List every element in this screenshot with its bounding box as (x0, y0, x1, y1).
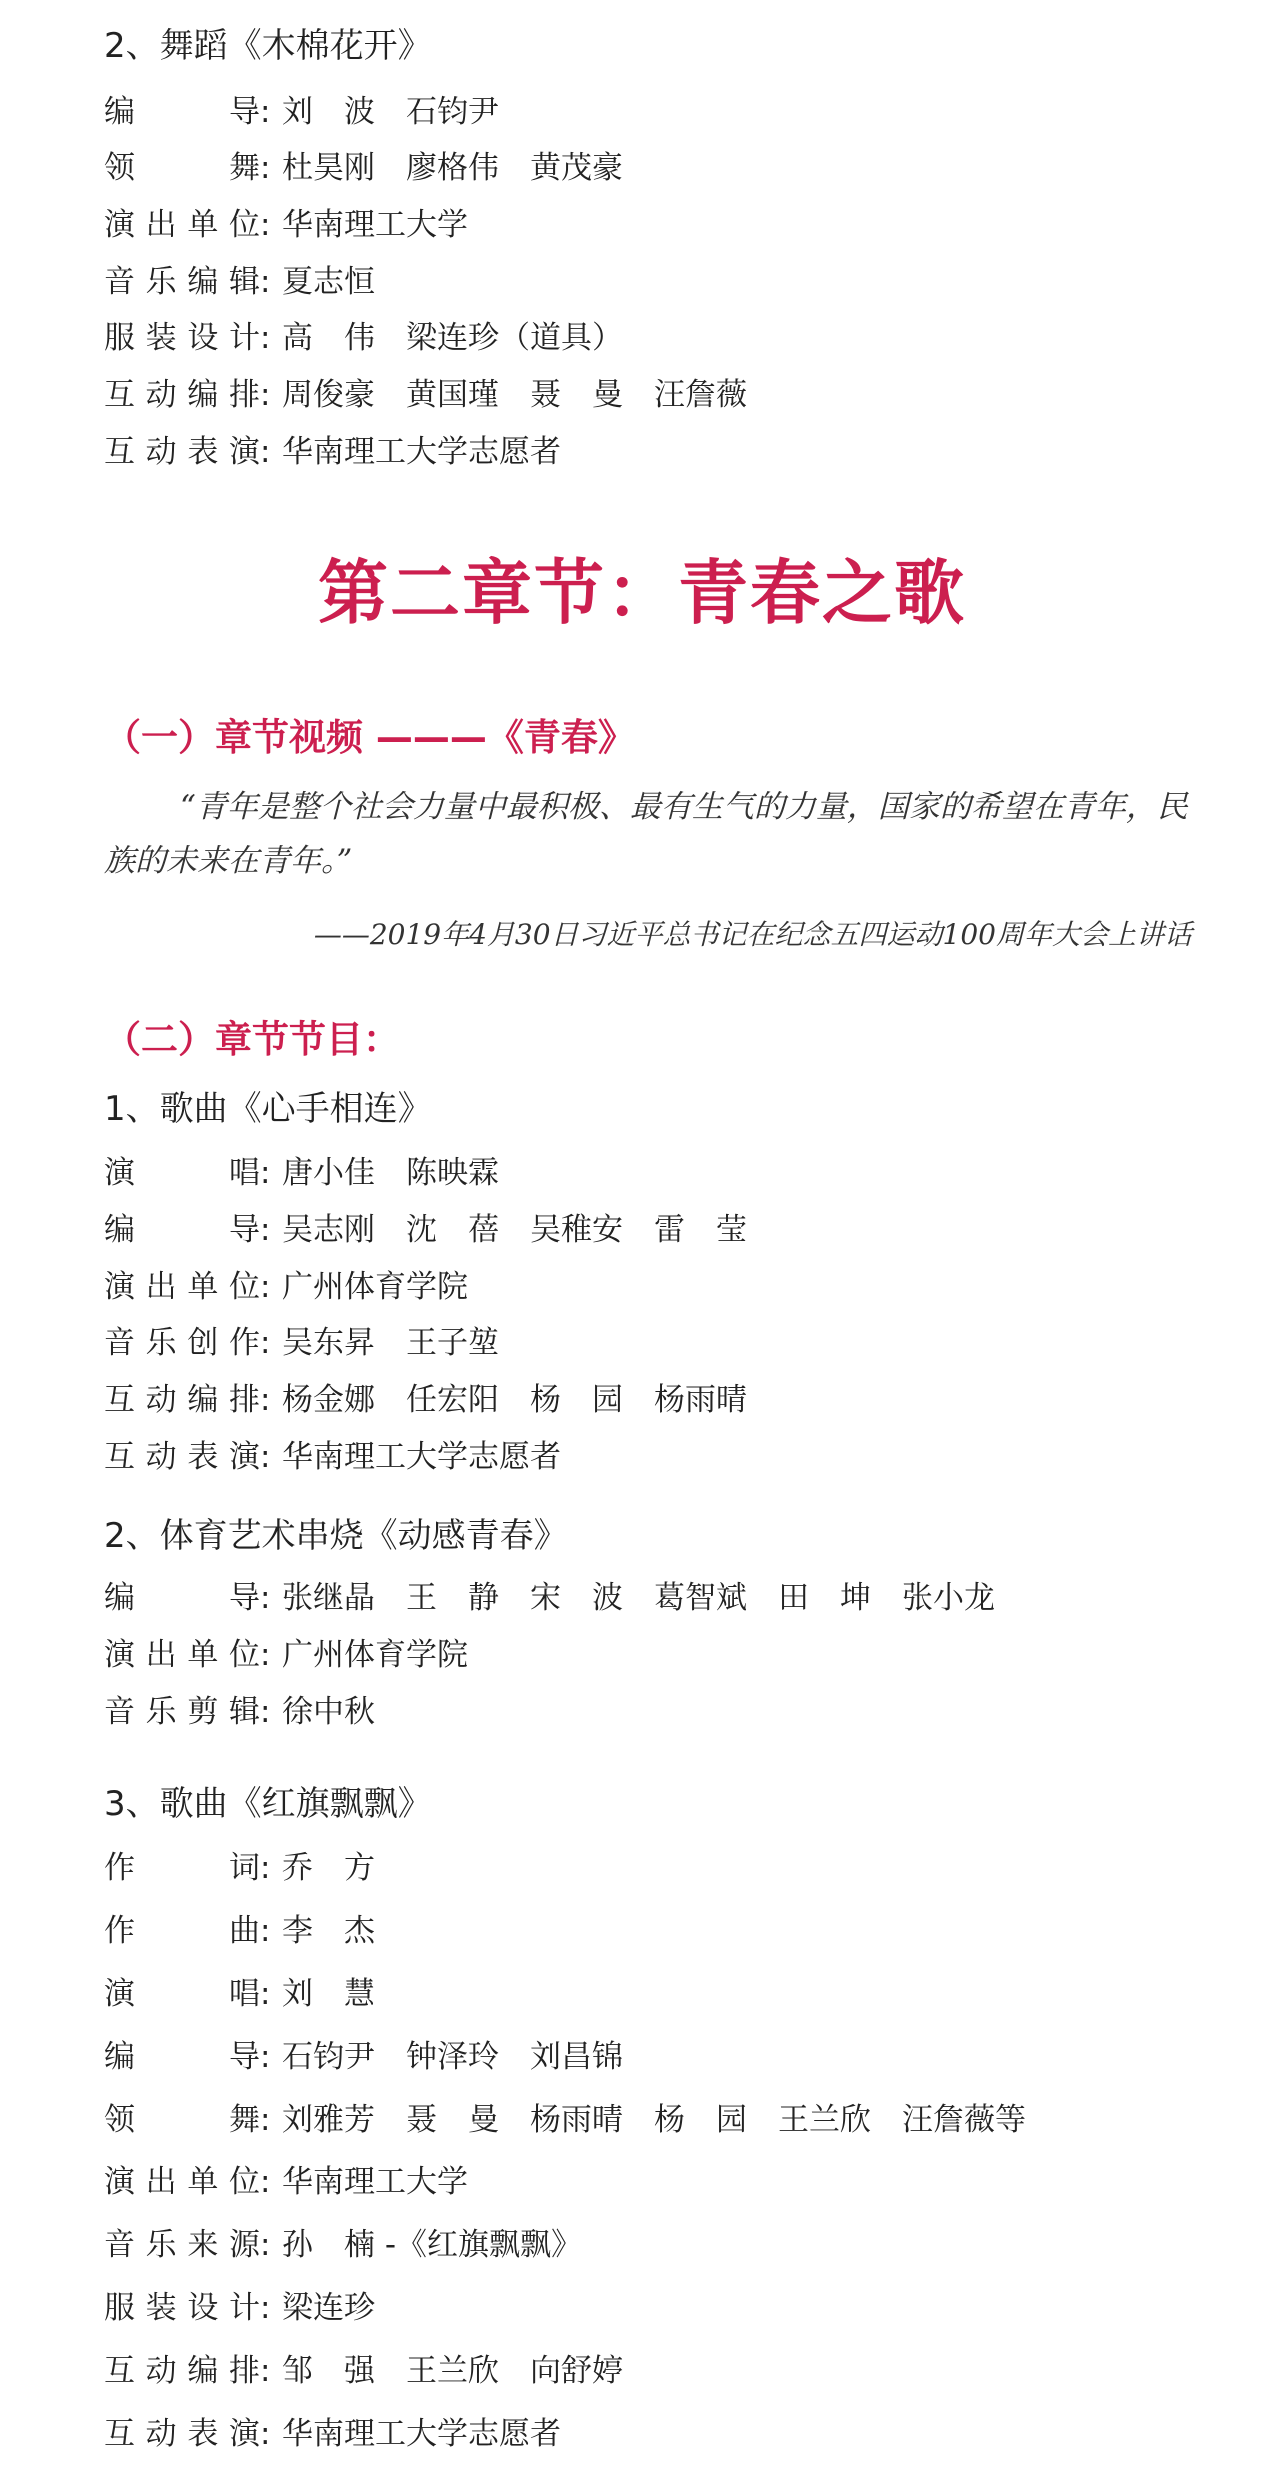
section-heading-programs: （二）章节节目： (104, 1018, 400, 1061)
credit-label: 演唱 (104, 1976, 260, 2012)
credit-label: 服装设计 (104, 320, 260, 356)
credit-row: 编导: 张继晶 王 静 宋 波 葛智斌 田 坤 张小龙 (104, 1580, 995, 1616)
credit-value: 广州体育学院 (282, 1269, 468, 1305)
section-heading-video: （一）章节视频 ———《青春》 (104, 716, 635, 759)
program-title: 3、歌曲《红旗飘飘》 (104, 1784, 432, 1824)
credit-value: 徐中秋 (282, 1694, 375, 1730)
credit-row: 演唱: 唐小佳 陈映霖 (104, 1155, 499, 1191)
program-title: 1、歌曲《心手相连》 (104, 1089, 432, 1129)
credit-label: 音乐编辑 (104, 264, 260, 300)
credit-value: 梁连珍 (282, 2290, 375, 2326)
credit-value: 石钧尹 钟泽玲 刘昌锦 (282, 2039, 623, 2075)
credit-row: 互动编排: 杨金娜 任宏阳 杨 园 杨雨晴 (104, 1382, 747, 1418)
credit-value: 杨金娜 任宏阳 杨 园 杨雨晴 (282, 1382, 747, 1418)
credit-label: 编导 (104, 1212, 260, 1248)
credit-row: 编导: 吴志刚 沈 蓓 吴稚安 雷 莹 (104, 1212, 747, 1248)
credit-value: 孙 楠 -《红旗飘飘》 (282, 2227, 583, 2263)
credit-label: 领舞 (104, 2102, 260, 2138)
credit-label: 编导 (104, 2039, 260, 2075)
credit-value: 华南理工大学志愿者 (282, 2416, 561, 2452)
credit-label: 音乐来源 (104, 2227, 260, 2263)
credit-value: 高 伟 梁连珍（道具） (282, 320, 623, 356)
credit-label: 演出单位 (104, 2164, 260, 2200)
credit-row: 互动编排: 邹 强 王兰欣 向舒婷 (104, 2353, 623, 2389)
credit-row: 服装设计: 梁连珍 (104, 2290, 375, 2326)
chapter-title: 第二章节：青春之歌 (318, 551, 966, 634)
credit-label: 作曲 (104, 1913, 260, 1949)
credit-value: 李 杰 (282, 1913, 375, 1949)
credit-value: 吴志刚 沈 蓓 吴稚安 雷 莹 (282, 1212, 747, 1248)
credit-row: 领舞: 杜昊刚 廖格伟 黄茂豪 (104, 150, 623, 186)
credit-label: 演出单位 (104, 1269, 260, 1305)
credit-label: 演唱 (104, 1155, 260, 1191)
credit-label: 互动表演 (104, 1439, 260, 1475)
credit-value: 张继晶 王 静 宋 波 葛智斌 田 坤 张小龙 (282, 1580, 995, 1616)
credit-row: 作词: 乔 方 (104, 1850, 375, 1886)
credit-row: 编导: 石钧尹 钟泽玲 刘昌锦 (104, 2039, 623, 2075)
credit-value: 吴东昇 王子堃 (282, 1325, 499, 1361)
program-title: 2、舞蹈《木棉花开》 (104, 26, 432, 66)
credit-label: 演出单位 (104, 1637, 260, 1673)
credit-value: 杜昊刚 廖格伟 黄茂豪 (282, 150, 623, 186)
credit-label: 互动编排 (104, 377, 260, 413)
credit-row: 演出单位: 广州体育学院 (104, 1269, 468, 1305)
credit-value: 华南理工大学 (282, 207, 468, 243)
credit-value: 刘雅芳 聂 曼 杨雨晴 杨 园 王兰欣 汪詹薇等 (282, 2102, 1026, 2138)
credit-label: 领舞 (104, 150, 260, 186)
credit-row: 互动表演: 华南理工大学志愿者 (104, 2416, 561, 2452)
credit-value: 华南理工大学志愿者 (282, 1439, 561, 1475)
credit-row: 服装设计: 高 伟 梁连珍（道具） (104, 320, 623, 356)
credit-value: 华南理工大学 (282, 2164, 468, 2200)
credit-row: 编导: 刘 波 石钧尹 (104, 94, 499, 130)
credit-row: 领舞: 刘雅芳 聂 曼 杨雨晴 杨 园 王兰欣 汪詹薇等 (104, 2102, 1026, 2138)
credit-row: 演出单位: 广州体育学院 (104, 1637, 468, 1673)
credit-row: 演唱: 刘 慧 (104, 1976, 375, 2012)
credit-label: 服装设计 (104, 2290, 260, 2326)
credit-row: 演出单位: 华南理工大学 (104, 2164, 468, 2200)
credit-row: 互动表演: 华南理工大学志愿者 (104, 1439, 561, 1475)
credit-label: 音乐创作 (104, 1325, 260, 1361)
credit-value: 刘 慧 (282, 1976, 375, 2012)
credit-row: 音乐创作: 吴东昇 王子堃 (104, 1325, 499, 1361)
credit-value: 华南理工大学志愿者 (282, 434, 561, 470)
credit-value: 广州体育学院 (282, 1637, 468, 1673)
credit-label: 互动编排 (104, 1382, 260, 1418)
credit-label: 互动表演 (104, 434, 260, 470)
credit-value: 唐小佳 陈映霖 (282, 1155, 499, 1191)
credit-label: 互动编排 (104, 2353, 260, 2389)
credit-label: 作词 (104, 1850, 260, 1886)
quote-text: “青年是整个社会力量中最积极、最有生气的力量，国家的希望在青年，民族的未来在青年。” (104, 789, 1188, 879)
credit-row: 作曲: 李 杰 (104, 1913, 375, 1949)
credit-row: 互动编排: 周俊豪 黄国瑾 聂 曼 汪詹薇 (104, 377, 747, 413)
quote-attribution: ——2019年4月30日习近平总书记在纪念五四运动100周年大会上讲话 (313, 918, 1192, 951)
credit-value: 邹 强 王兰欣 向舒婷 (282, 2353, 623, 2389)
credit-row: 互动表演: 华南理工大学志愿者 (104, 434, 561, 470)
credit-value: 刘 波 石钧尹 (282, 94, 499, 130)
credit-row: 音乐剪辑: 徐中秋 (104, 1694, 375, 1730)
program-title: 2、体育艺术串烧《动感青春》 (104, 1516, 568, 1556)
credit-value: 周俊豪 黄国瑾 聂 曼 汪詹薇 (282, 377, 747, 413)
credit-label: 编导 (104, 94, 260, 130)
credit-row: 音乐来源: 孙 楠 -《红旗飘飘》 (104, 2227, 583, 2263)
credit-label: 演出单位 (104, 207, 260, 243)
credit-label: 编导 (104, 1580, 260, 1616)
credit-value: 乔 方 (282, 1850, 375, 1886)
credit-row: 音乐编辑: 夏志恒 (104, 264, 375, 300)
credit-label: 互动表演 (104, 2416, 260, 2452)
credit-value: 夏志恒 (282, 264, 375, 300)
credit-label: 音乐剪辑 (104, 1694, 260, 1730)
credit-row: 演出单位: 华南理工大学 (104, 207, 468, 243)
